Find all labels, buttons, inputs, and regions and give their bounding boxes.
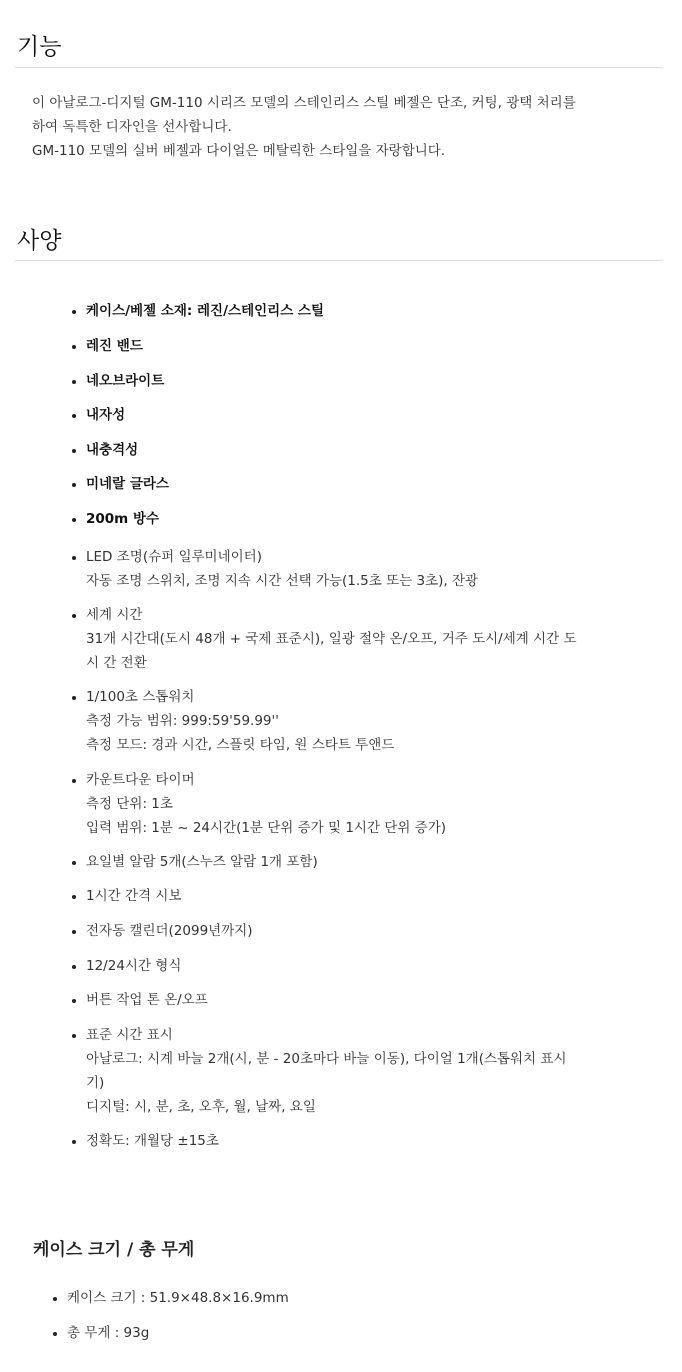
- spec-line: 디지털: 시, 분, 초, 오후, 월, 날짜, 요일: [86, 1099, 316, 1115]
- spec-item-mineral-glass: 미네랄 글라스: [72, 472, 646, 496]
- spec-line: 기): [86, 1075, 105, 1091]
- size-item-weight: 총 무게 : 93g: [53, 1321, 567, 1345]
- spec-line: 표준 시간 표시: [86, 1027, 173, 1043]
- spec-line: 카운트다운 타이머: [86, 772, 195, 788]
- spec-item-led-light: [72, 545, 646, 593]
- spec-item-resin-band: 레진 밴드: [72, 334, 646, 358]
- features-paragraph-1: [32, 91, 642, 139]
- spec-line: 전자동 캘린더(2099년까지): [86, 923, 253, 939]
- spec-item-neobrite: 네오브라이트: [72, 369, 646, 393]
- spec-item-button-tone: [72, 988, 646, 1012]
- spec-item-case-material: 케이스/베젤 소재: 레진/스테인리스 스틸: [72, 299, 646, 323]
- spec-line: 1시간 간격 시보: [86, 888, 182, 904]
- features-paragraph-1-line-2: 하여 독특한 디자인을 선사합니다.: [32, 119, 232, 135]
- features-divider: [15, 67, 663, 68]
- spec-line: 측정 가능 범위: 999:59'59.99'': [86, 713, 279, 729]
- spec-line: 시 간 전환: [86, 655, 147, 671]
- size-item-case-size: 케이스 크기 : 51.9×48.8×16.9mm: [53, 1286, 567, 1310]
- spec-item-hourly-signal: [72, 884, 646, 908]
- spec-line: 아날로그: 시계 바늘 2개(시, 분 - 20초마다 바늘 이동), 다이얼 1개(스톱워치 표시: [86, 1051, 567, 1067]
- spec-item-stopwatch: [72, 685, 646, 757]
- spec-item-time-format: [72, 954, 646, 978]
- spec-line: 버튼 작업 톤 온/오프: [86, 992, 208, 1008]
- spec-line: 12/24시간 형식: [86, 958, 182, 974]
- spec-item-standard-time: [72, 1023, 646, 1119]
- features-paragraph-2: GM-110 모델의 실버 베젤과 다이얼은 메탈릭한 스타일을 자랑합니다.: [32, 143, 446, 159]
- spec-line: 요일별 알람 5개(스누즈 알람 1개 포함): [86, 854, 318, 870]
- spec-item-antimagnetic: 내자성: [72, 403, 646, 427]
- spec-item-water-resistance: 200m 방수: [72, 507, 646, 531]
- spec-line: 31개 시간대(도시 48개 + 국제 표준시), 일광 절약 온/오프, 거주 도시/세계 시간 도: [86, 631, 577, 647]
- spec-line: 입력 범위: 1분 ~ 24시간(1분 단위 증가 및 1시간 단위 증가): [86, 820, 447, 836]
- spec-item-world-time: [72, 603, 646, 675]
- size-weight-title: 케이스 크기 / 총 무게: [33, 1240, 195, 1260]
- spec-line: LED 조명(슈퍼 일루미네이터): [86, 549, 262, 565]
- specs-divider: [15, 260, 663, 261]
- spec-line: 세계 시간: [86, 607, 143, 623]
- spec-line: 측정 모드: 경과 시간, 스플릿 타임, 원 스타트 투앤드: [86, 737, 395, 753]
- features-description: [32, 91, 642, 163]
- spec-line: 정확도: 개월당 ±15초: [86, 1133, 219, 1149]
- spec-item-shock-resistant: 내충격성: [72, 438, 646, 462]
- spec-line: 자동 조명 스위치, 조명 지속 시간 선택 가능(1.5초 또는 3초), 잔광: [86, 573, 479, 589]
- spec-line: 측정 단위: 1초: [86, 796, 173, 812]
- spec-line: 1/100초 스톱워치: [86, 689, 195, 705]
- spec-item-auto-calendar: [72, 919, 646, 943]
- spec-item-accuracy: [72, 1129, 646, 1153]
- specs-title: 사양: [17, 228, 62, 254]
- spec-item-alarms: [72, 850, 646, 874]
- features-paragraph-1-line-1: 이 아날로그-디지털 GM-110 시리즈 모델의 스테인리스 스틸 베젤은 단조, 커팅, 광택 처리를: [32, 95, 576, 111]
- spec-item-countdown-timer: [72, 768, 646, 840]
- features-title: 기능: [17, 34, 62, 60]
